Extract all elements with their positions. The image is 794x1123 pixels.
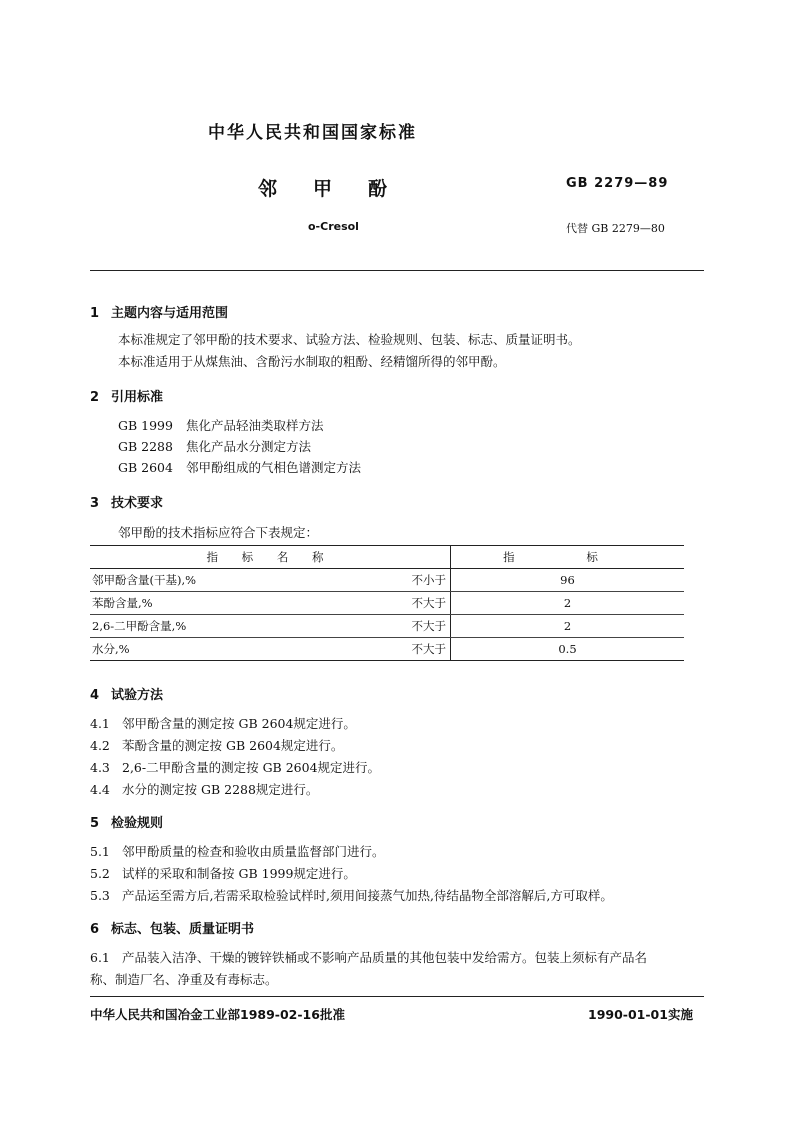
section-title: 主题内容与适用范围 xyxy=(111,306,229,321)
clause-item xyxy=(90,842,385,860)
section-title: 技术要求 xyxy=(111,496,164,511)
standard-code: GB 2279—89 xyxy=(566,176,669,191)
reference-code: GB 1999 xyxy=(118,418,173,433)
section-number: 2 xyxy=(90,390,100,405)
clause-text: 邻甲酚质量的检查和验收由质量监督部门进行。 xyxy=(122,844,385,859)
spec-table xyxy=(90,545,684,661)
table-header-row xyxy=(90,546,684,569)
value-cell: 2 xyxy=(451,615,685,638)
clause-item xyxy=(90,948,647,966)
table-row xyxy=(90,615,684,638)
reference-code: GB 2604 xyxy=(118,460,173,475)
section-number: 5 xyxy=(90,816,100,831)
item-name-cell: 2,6-二甲酚含量,% xyxy=(90,615,392,638)
clause-number: 4.1 xyxy=(90,716,110,731)
clause-text: 水分的测定按 GB 2288规定进行。 xyxy=(122,782,319,797)
limit-cell: 不小于 xyxy=(392,569,451,592)
section-3-heading xyxy=(90,492,163,511)
section-title: 试验方法 xyxy=(111,688,164,703)
section-4-heading xyxy=(90,684,163,703)
clause-item xyxy=(90,886,613,904)
value-cell: 96 xyxy=(451,569,685,592)
footer-divider xyxy=(90,996,704,997)
clause-text: 苯酚含量的测定按 GB 2604规定进行。 xyxy=(122,738,344,753)
clause-text: 邻甲酚含量的测定按 GB 2604规定进行。 xyxy=(122,716,356,731)
clause-item xyxy=(90,736,343,754)
clause-number: 4.3 xyxy=(90,760,110,775)
section-title: 引用标准 xyxy=(111,390,164,405)
clause-continuation: 称、制造厂名、净重及有毒标志。 xyxy=(90,972,278,987)
national-standard-heading: 中华人民共和国国家标准 xyxy=(208,123,417,143)
section-1-heading xyxy=(90,302,228,321)
limit-cell: 不大于 xyxy=(392,592,451,615)
table-intro: 邻甲酚的技术指标应符合下表规定： xyxy=(118,525,319,540)
header-divider xyxy=(90,270,704,271)
section-title: 检验规则 xyxy=(111,816,164,831)
table-row xyxy=(90,638,684,661)
clause-item xyxy=(90,864,356,882)
clause-number: 4.2 xyxy=(90,738,110,753)
table-row xyxy=(90,592,684,615)
reference-item xyxy=(118,437,311,455)
header-value-cell: 指 标 xyxy=(451,546,685,569)
clause-number: 6.1 xyxy=(90,950,110,965)
section-1-paragraph: 本标准规定了邻甲酚的技术要求、试验方法、检验规则、包装、标志、质量证明书。 xyxy=(118,332,581,347)
reference-name: 焦化产品水分测定方法 xyxy=(186,439,312,454)
clause-item xyxy=(90,714,356,732)
reference-item xyxy=(118,458,361,476)
clause-number: 5.1 xyxy=(90,844,110,859)
limit-cell: 不大于 xyxy=(392,615,451,638)
document-title: 邻甲酚 xyxy=(258,178,424,200)
approval-note: 中华人民共和国冶金工业部1989-02-16批准 xyxy=(90,1007,345,1022)
item-name-cell: 苯酚含量,% xyxy=(90,592,392,615)
section-1-paragraph: 本标准适用于从煤焦油、含酚污水制取的粗酚、经精馏所得的邻甲酚。 xyxy=(118,354,506,369)
section-title: 标志、包装、质量证明书 xyxy=(111,922,255,937)
clause-number: 4.4 xyxy=(90,782,110,797)
clause-item xyxy=(90,780,318,798)
clause-text: 试样的采取和制备按 GB 1999规定进行。 xyxy=(122,866,356,881)
clause-text: 2,6-二甲酚含量的测定按 GB 2604规定进行。 xyxy=(122,760,381,775)
reference-name: 邻甲酚组成的气相色谱测定方法 xyxy=(186,460,362,475)
reference-name: 焦化产品轻油类取样方法 xyxy=(186,418,324,433)
reference-item xyxy=(118,416,324,434)
effective-date: 1990-01-01实施 xyxy=(588,1007,693,1022)
section-2-heading xyxy=(90,386,163,405)
section-number: 4 xyxy=(90,688,100,703)
section-number: 3 xyxy=(90,496,100,511)
clause-number: 5.2 xyxy=(90,866,110,881)
section-number: 6 xyxy=(90,922,100,937)
item-name-cell: 水分,% xyxy=(90,638,392,661)
section-number: 1 xyxy=(90,306,100,321)
clause-number: 5.3 xyxy=(90,888,110,903)
clause-item xyxy=(90,758,380,776)
section-5-heading xyxy=(90,812,163,831)
replaces-note: 代替 GB 2279—80 xyxy=(566,222,665,235)
clause-text: 产品装入洁净、干燥的镀锌铁桶或不影响产品质量的其他包装中发给需方。包装上须标有产品名 xyxy=(122,950,648,965)
section-6-heading xyxy=(90,918,254,937)
clause-text: 产品运至需方后,若需采取检验试样时,须用间接蒸气加热,待结晶物全部溶解后,方可取样。 xyxy=(122,888,613,903)
value-cell: 2 xyxy=(451,592,685,615)
table-row xyxy=(90,569,684,592)
reference-code: GB 2288 xyxy=(118,439,173,454)
item-name-cell: 邻甲酚含量(干基),% xyxy=(90,569,392,592)
value-cell: 0.5 xyxy=(451,638,685,661)
limit-cell: 不大于 xyxy=(392,638,451,661)
header-name-cell: 指 标 名 称 xyxy=(90,546,451,569)
english-title: o-Cresol xyxy=(308,220,359,233)
